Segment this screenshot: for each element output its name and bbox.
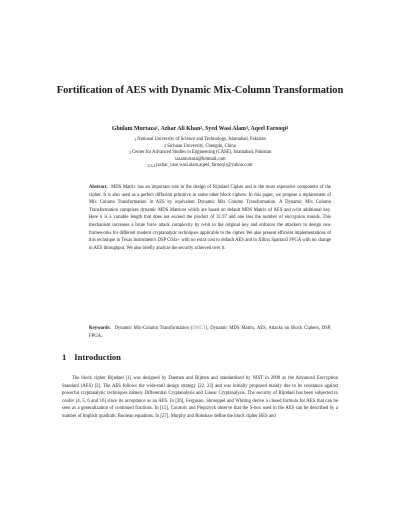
abstract-text: MDS Matrix has an important role in the design of Rijndael Cipher and is the most expensive component of the cipher. It is also used as a perfect diffusion primitive in some other block ciphers. In this paper, we propose a replacement of Mix Column Transformation in AES by equivalent Dynamic Mix Column Transformation. A Dynamic Mix Column Transformation comprises dynamic MDS Matrices which are based on default MDS Matrix of AES and n-bit additional key. Here n is a variable length that does not exceed the product of 31.97 and one less the number of encryption rounds. This mechanism increases a brute force attack complexity by n-bit to the original key and enforces the attackers to design new frameworks for different modern cryptanalytic techniques applicable to the cipher. We also present efficient implementations of this technique in Texas Instrument's DSP C64x+ with no extra cost to default AES and in Xilinx Spartan3 FPGA with no change in AES throughput. We also briefly analyze the security achieved over it. xyxy=(89,185,332,251)
section-number: 1 xyxy=(62,352,67,362)
affiliation-line: $^3$ Center for Advanced Studies in Engineering (CASE), Islamabad, Pakistan xyxy=(128,150,272,156)
intro-paragraph: The block cipher Rijndael [1] was designed by Daemen and Rijmen and standardized by NIST in 2000 as the Advanced Encryption Standard (AES) [2]. The AES follows the wide-trail design strategy [22, 23] and was initially proposed mainly due to its resistance against powerful cryptanalytic techniques namely Differential Cryptanalysis and Linear Cryptanalysis. The security of Rijndael has been subjected to confer [4, 5, 6 and 16] since its acceptance as an AES. In [26], Ferguson, Shroeppel and Whiting derive a closed formula for AES that can be seen as a generalization of continued fractions. In [15], Courtois and Pieprzyck observe that the S-box used in the AES can be described by a number of implicit quadratic Boolean equations. In [27], Murphy and Robshaw define the block cipher BES and xyxy=(62,376,338,419)
author-sup: 1 xyxy=(155,125,158,130)
author-name: Aqeel Farooqi xyxy=(250,126,287,132)
author-name: Azhar Ali Khan xyxy=(160,126,201,132)
email-line: $^1$azamurtaza@hotmail.com xyxy=(174,156,226,162)
abstract xyxy=(89,184,331,252)
author-name: Ghulam Murtaza xyxy=(111,126,156,132)
keywords-label: Keywords: xyxy=(89,326,111,331)
abstract-label: Abstract. xyxy=(89,185,108,190)
affiliation-line: $^2$ Sichuan University, Chengdu, China xyxy=(164,143,236,149)
author-line: Ghulam Murtaza$^1$, Azhar Ali Khan$^2$, Syed Wasi Alam$^3$, Aqeel Farooqi$^4$ xyxy=(111,125,289,132)
section-heading xyxy=(62,352,121,362)
affiliations xyxy=(60,137,340,170)
keyword-abbreviation: DMCT xyxy=(192,326,206,331)
section-title: Introduction xyxy=(74,352,121,362)
author-sup: 2 xyxy=(200,125,203,130)
author-sup: 4 xyxy=(286,125,289,130)
email-line: $^{2,3,4}${azhar_case,wasi.alam,aqeel_farooqi}@yahoo.com xyxy=(147,163,253,169)
author-name: Syed Wasi Alam xyxy=(205,126,246,132)
affiliation-line: $^1$ National University of Science and Technology, Islamabad, Pakistan xyxy=(134,137,266,142)
keywords: Keywords: Dynamic Mix-Column Transformation (DMCT), Dynamic MDS Matrix, AES, Attacks on Block Ciphers, DSP, FPGA. xyxy=(89,326,331,339)
paper-title: Fortification of AES with Dynamic Mix-Column Transformation xyxy=(56,85,344,96)
author-sup: 3 xyxy=(245,125,248,130)
